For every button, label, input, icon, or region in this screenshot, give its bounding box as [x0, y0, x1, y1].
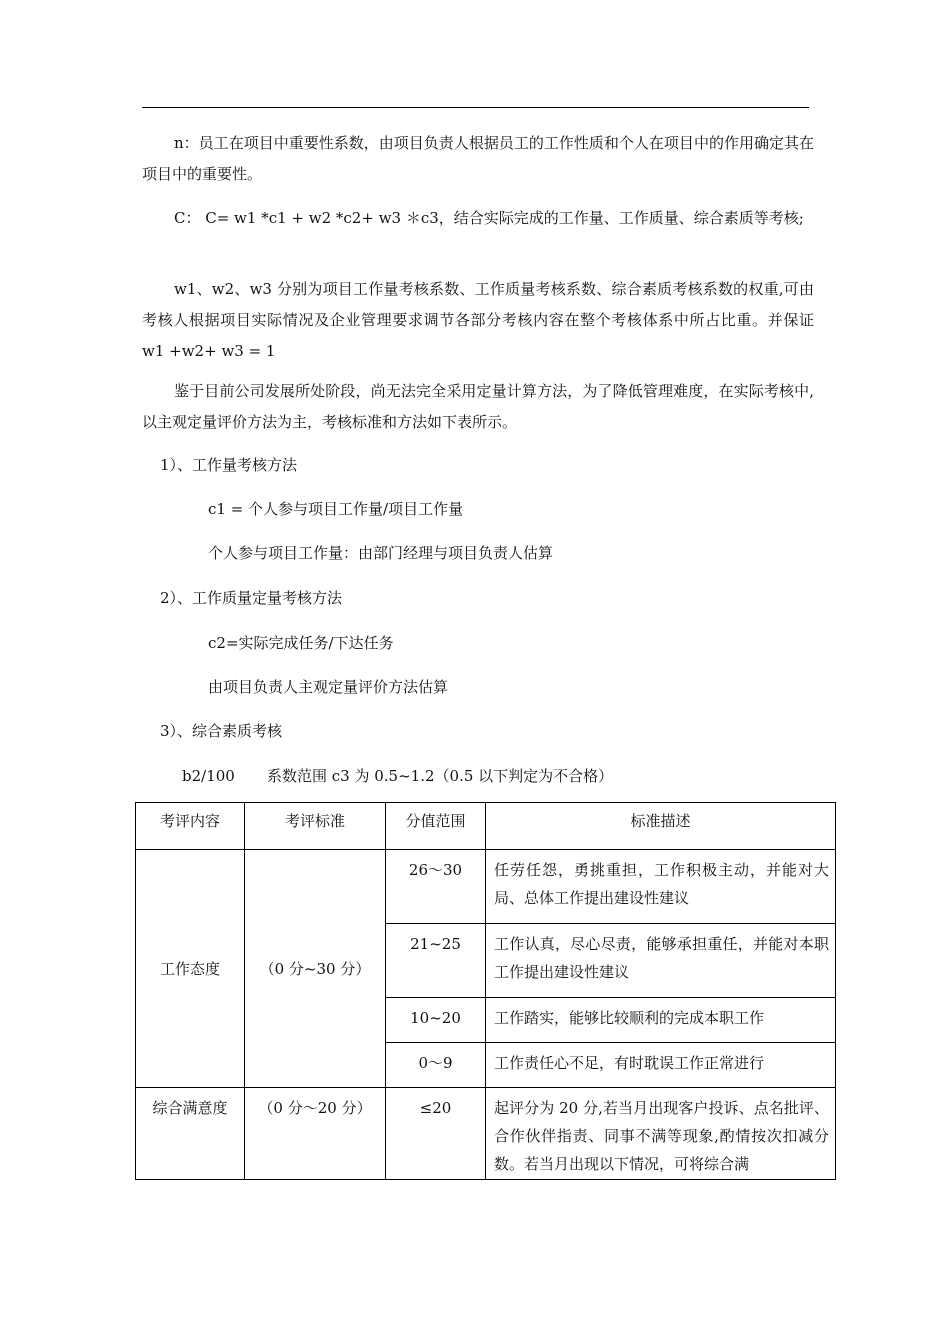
table-row: [136, 850, 836, 924]
paragraph-approach: 鉴于目前公司发展所处阶段，尚无法完全采用定量计算方法，为了降低管理难度，在实际考核中,以主观定量评价方法为主，考核标准和方法如下表所示。: [142, 382, 814, 431]
paragraph-weights: w1、w2、w3 分别为项目工作量考核系数、工作质量考核系数、综合素质考核系数的权重,可由考核人根据项目实际情况及企业管理要求调节各部分考核内容在整个考核体系中所占比重。并保证 w1 +w2+ w3 = 1: [142, 280, 814, 360]
table-row: [136, 1088, 836, 1180]
paragraph-n: n：员工在项目中重要性系数，由项目负责人根据员工的工作性质和个人在项目中的作用确定其在项目中的重要性。: [142, 134, 814, 183]
header-description: 标准描述: [486, 803, 836, 850]
section-2-formula: c2=实际完成任务/下达任务: [208, 634, 394, 652]
header-range: 分值范围: [386, 803, 486, 850]
paragraph-c: C： C= w1 *c1 + w2 *c2+ w3 ＊c3，结合实际完成的工作量、工作质量、综合素质等考核;: [174, 209, 804, 227]
section-2-title: 2）、工作质量定量考核方法: [160, 589, 343, 607]
standard-description: 工作认真，尽心尽责，能够承担重任，并能对本职工作提出建设性建议: [486, 924, 836, 998]
standard-description: 起评分为 20 分,若当月出现客户投诉、点名批评、合作伙伴指责、同事不满等现象,酌情按次扣减分数。若当月出现以下情况，可将综合满: [486, 1088, 836, 1180]
header-standard: 考评标准: [245, 803, 386, 850]
section-2-note: 由项目负责人主观定量评价方法估算: [208, 678, 449, 696]
standard-description: 工作踏实，能够比较顺利的完成本职工作: [486, 998, 836, 1043]
evaluation-table: [135, 802, 836, 1180]
satisfaction-content: 综合满意度: [136, 1088, 245, 1180]
standard-description: 工作责任心不足，有时耽误工作正常进行: [486, 1043, 836, 1088]
header-content: 考评内容: [136, 803, 245, 850]
score-range: 0～9: [386, 1043, 486, 1088]
section-3-b: b2/100: [182, 767, 235, 785]
score-range: 10~20: [386, 998, 486, 1043]
attitude-standard: （0 分~30 分）: [245, 850, 386, 1088]
section-1-formula: c1 = 个人参与项目工作量/项目工作量: [208, 500, 464, 518]
score-range: 26～30: [386, 850, 486, 924]
header-rule: [142, 107, 809, 108]
section-1-note: 个人参与项目工作量：由部门经理与项目负责人估算: [208, 544, 554, 562]
section-3-title: 3）、综合素质考核: [160, 722, 283, 740]
score-range: 21~25: [386, 924, 486, 998]
score-range: ≤20: [386, 1088, 486, 1180]
section-1-title: 1）、工作量考核方法: [160, 456, 298, 474]
table-header-row: [136, 803, 836, 850]
standard-description: 任劳任怨，勇挑重担，工作积极主动，并能对大局、总体工作提出建设性建议: [486, 850, 836, 924]
attitude-content: 工作态度: [136, 850, 245, 1088]
satisfaction-standard: （0 分～20 分）: [245, 1088, 386, 1180]
section-3-range: 系数范围 c3 为 0.5~1.2（0.5 以下判定为不合格）: [267, 767, 614, 785]
